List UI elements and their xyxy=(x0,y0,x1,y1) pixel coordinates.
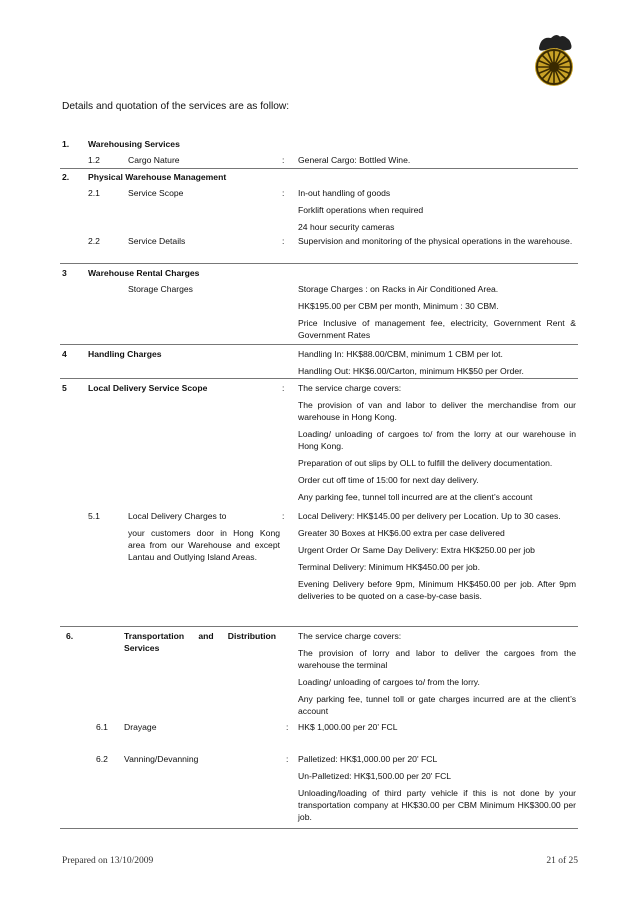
section-title: Warehouse Rental Charges xyxy=(88,268,200,278)
value-line: Palletized: HK$1,000.00 per 20' FCL xyxy=(298,754,438,764)
section-number: 6. xyxy=(66,631,74,641)
section-number: 4 xyxy=(62,349,67,359)
sub-value: General Cargo: Bottled Wine. xyxy=(298,155,411,165)
footer-prepared-date: Prepared on 13/10/2009 xyxy=(62,856,154,866)
sub-number: 2.1 xyxy=(88,188,100,198)
section-title: Transportation and Distribution Services xyxy=(124,631,276,653)
value-line: 24 hour security cameras xyxy=(298,222,395,232)
colon: : xyxy=(286,754,289,764)
colon: : xyxy=(282,155,285,165)
colon: : xyxy=(282,188,285,198)
sub-number: 5.1 xyxy=(88,511,100,521)
section-3 xyxy=(60,263,578,344)
value-line: Unloading/loading of third party vehicle if this is not done by your transportation company at HK$30.00 per CBM Minimum HK$300.00 per job. xyxy=(298,788,576,822)
value-line: Price Inclusive of management fee, electricity, Government Rent & Government Rates xyxy=(298,318,576,340)
value-line: The service charge covers: xyxy=(298,631,402,641)
colon: : xyxy=(282,383,285,393)
section-number: 2. xyxy=(62,172,70,182)
sub-values xyxy=(298,510,576,602)
sub-number: 2.2 xyxy=(88,236,100,246)
intro-text: Details and quotation of the services are as follow: xyxy=(62,101,290,112)
sub-label-detail: your customers door in Hong Kong area from our Warehouse and except Lantau and Outlying Island Areas. xyxy=(128,528,280,562)
value-line: In-out handling of goods xyxy=(298,188,391,198)
value-line: Urgent Order Or Same Day Delivery: Extra HK$250.00 per job xyxy=(298,545,535,555)
section-title: Warehousing Services xyxy=(88,139,180,149)
sub-label: Drayage xyxy=(124,722,157,732)
company-logo xyxy=(527,30,577,90)
section-5 xyxy=(60,378,578,626)
sub-number: 6.2 xyxy=(96,754,108,764)
value-line: The provision of lorry and labor to deliver the cargoes from the warehouse the terminal xyxy=(298,648,576,670)
value-line: Handling In: HK$88.00/CBM, minimum 1 CBM per lot. xyxy=(298,349,503,359)
services-table xyxy=(60,136,578,829)
value-line: Un-Palletized: HK$1,500.00 per 20' FCL xyxy=(298,771,452,781)
footer-page-number: 21 of 25 xyxy=(546,856,578,866)
section-title: Physical Warehouse Management xyxy=(88,172,227,182)
section-1 xyxy=(60,136,578,168)
value-line: Any parking fee, tunnel toll or gate charges incurred are at the client’s account xyxy=(298,694,576,716)
sub-label: Storage Charges xyxy=(128,284,193,294)
value-line: Any parking fee, tunnel toll incurred are at the client’s account xyxy=(298,492,533,502)
sub-values xyxy=(298,753,576,823)
section-title: Handling Charges xyxy=(88,349,162,359)
sub-label: Service Details xyxy=(128,236,186,246)
value-line: Local Delivery: HK$145.00 per delivery per Location. Up to 30 cases. xyxy=(298,511,561,521)
value-line: Terminal Delivery: Minimum HK$450.00 per job. xyxy=(298,562,480,572)
value-line: The service charge covers: xyxy=(298,383,402,393)
sub-number: 6.1 xyxy=(96,722,108,732)
value-line: Order cut off time of 15:00 for next day delivery. xyxy=(298,475,479,485)
value-line: Loading/ unloading of cargoes to/ from the lorry. xyxy=(298,677,480,687)
sub-values xyxy=(298,382,576,503)
value-line: The provision of van and labor to deliver the merchandise from our warehouse in Hong Kong. xyxy=(298,400,576,422)
section-number: 3 xyxy=(62,268,67,278)
sub-values xyxy=(298,283,576,341)
value-line: HK$195.00 per CBM per month, Minimum : 30 CBM. xyxy=(298,301,499,311)
value-line: Preparation of out slips by OLL to fulfill the delivery documentation. xyxy=(298,458,553,468)
colon: : xyxy=(282,236,285,246)
sub-value: Supervision and monitoring of the physical operations in the warehouse. xyxy=(298,236,573,246)
section-title: Local Delivery Service Scope xyxy=(88,383,208,393)
section-6 xyxy=(60,626,578,829)
sub-label: Cargo Nature xyxy=(128,155,180,165)
colon: : xyxy=(282,511,285,521)
section-number: 5 xyxy=(62,383,67,393)
sub-values xyxy=(298,630,576,717)
sub-value: HK$ 1,000.00 per 20’ FCL xyxy=(298,722,398,732)
section-2 xyxy=(60,168,578,263)
value-line: Greater 30 Boxes at HK$6.00 extra per case delivered xyxy=(298,528,505,538)
sub-values xyxy=(298,348,576,377)
value-line: Evening Delivery before 9pm, Minimum HK$450.00 per job. After 9pm deliveries to be quoted on a case-by-case basis. xyxy=(298,579,576,601)
value-line: Handling Out: HK$6.00/Carton, minimum HK$50 per Order. xyxy=(298,366,524,376)
section-number: 1. xyxy=(62,139,70,149)
sub-values xyxy=(298,187,576,233)
section-4 xyxy=(60,344,578,378)
sub-number: 1.2 xyxy=(88,155,100,165)
sub-label: Vanning/Devanning xyxy=(124,754,199,764)
sub-label: Service Scope xyxy=(128,188,184,198)
value-line: Storage Charges : on Racks in Air Conditioned Area. xyxy=(298,284,499,294)
colon: : xyxy=(286,722,289,732)
sub-label: Local Delivery Charges to xyxy=(128,511,227,521)
value-line: Loading/ unloading of cargoes to/ from the lorry at our warehouse in Hong Kong. xyxy=(298,429,576,451)
value-line: Forklift operations when required xyxy=(298,205,424,215)
